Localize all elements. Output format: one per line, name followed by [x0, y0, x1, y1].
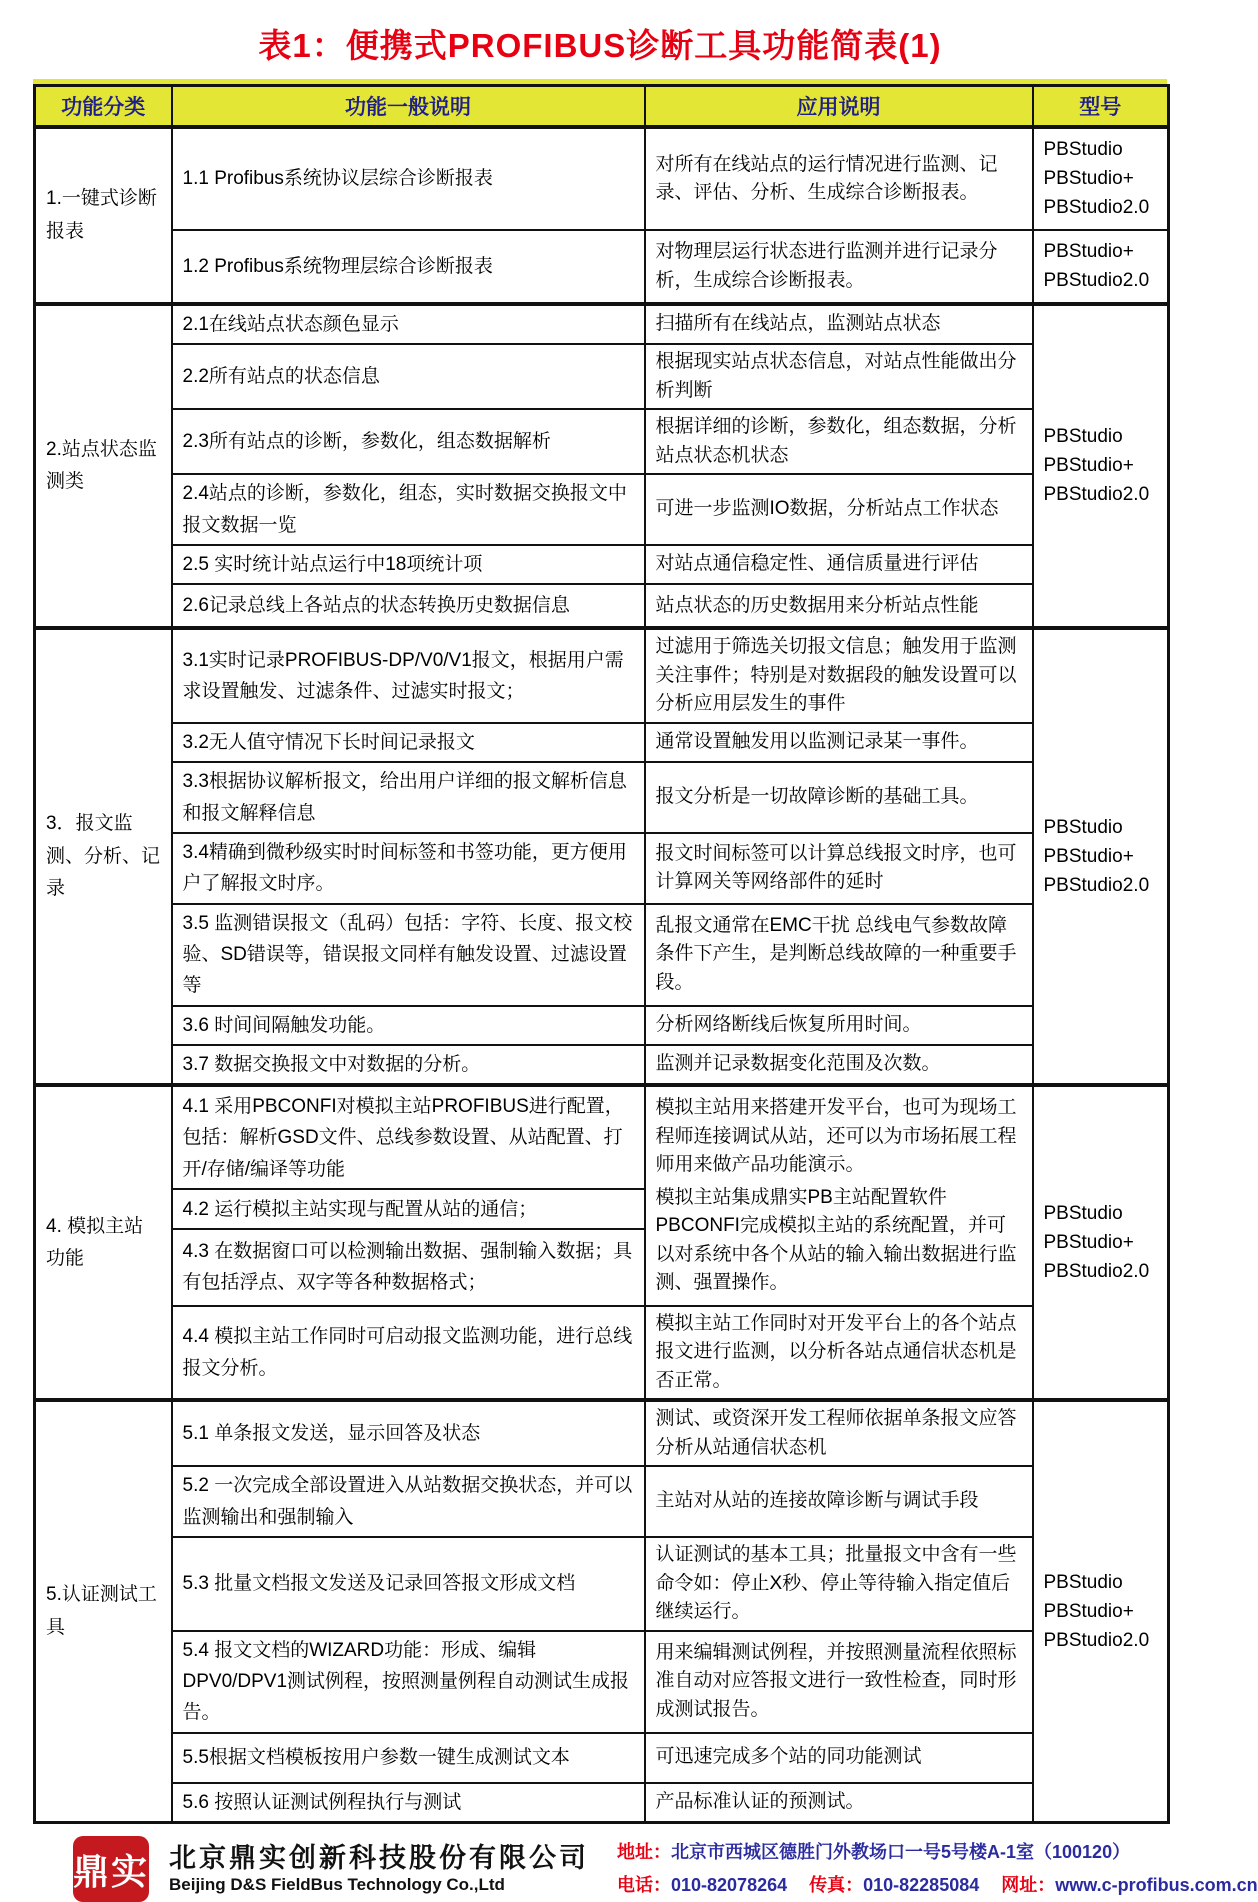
header-model: 型号 [1033, 86, 1169, 128]
phone-value: 010-82078264 [671, 1875, 788, 1896]
table-row [35, 762, 1169, 833]
company-names [169, 1842, 589, 1896]
application-cell: 站点状态的历史数据用来分析站点性能 [645, 584, 1033, 628]
category-cell: 5.认证测试工具 [35, 1400, 172, 1822]
table-row [35, 1466, 1169, 1537]
table-row [35, 1006, 1169, 1045]
spec-table-wrapper [33, 79, 1167, 1824]
model-name: PBStudio [1043, 816, 1123, 838]
contact-info [617, 1836, 1258, 1902]
feature-cell: 2.6记录总线上各站点的状态转换历史数据信息 [172, 584, 645, 628]
model-name: PBStudio2.0 [1043, 484, 1150, 506]
model-name: PBStudio2.0 [1043, 197, 1150, 218]
table-row [35, 1537, 1169, 1631]
application-cell: 报文时间标签可以计算总线报文时序，也可计算网关等网络部件的延时 [645, 833, 1033, 904]
website-value: www.c-profibus.com.cn [1055, 1875, 1258, 1896]
table-row [35, 904, 1169, 1006]
table-row [35, 545, 1169, 584]
header-application: 应用说明 [645, 86, 1033, 128]
model-cell [1033, 127, 1169, 230]
application-paragraph: 模拟主站用来搭建开发平台，也可为现场工程师连接调试从站，还可以为市场拓展工程师用来做产品功能演示。 [655, 1097, 1017, 1176]
feature-cell: 3.4精确到微秒级实时时间标签和书签功能，更方便用户了解报文时序。 [172, 833, 645, 904]
table-row [35, 344, 1169, 409]
model-name: PBStudio2.0 [1043, 270, 1150, 291]
feature-cell: 5.5根据文档模板按用户参数一键生成测试文本 [172, 1733, 645, 1783]
company-name-en: Beijing D&S FieldBus Technology Co.,Ltd [169, 1875, 505, 1895]
application-cell: 根据现实站点状态信息，对站点性能做出分析判断 [645, 344, 1033, 409]
application-cell: 模拟主站工作同时对开发平台上的各个站点报文进行监测，以分析各站点通信状态机是否正常。 [645, 1306, 1033, 1401]
application-cell: 乱报文通常在EMC干扰 总线电气参数故障条件下产生，是判断总线故障的一种重要手段。 [645, 904, 1033, 1006]
model-name: PBStudio+ [1043, 845, 1134, 867]
table-header-row [35, 86, 1169, 128]
application-cell: 报文分析是一切故障诊断的基础工具。 [645, 762, 1033, 833]
application-paragraph: 模拟主站集成鼎实PB主站配置软件PBCONFI完成模拟主站的系统配置，并可以对系统中各个从站的输入输出数据进行监测、强置操作。 [655, 1186, 1017, 1294]
application-cell: 监测并记录数据变化范围及次数。 [645, 1045, 1033, 1085]
fax-label: 传真： [809, 1875, 864, 1896]
table-row [35, 127, 1169, 230]
contact-address-line [617, 1836, 1258, 1869]
model-cell [1033, 230, 1169, 304]
feature-cell: 2.5 实时统计站点运行中18项统计项 [172, 545, 645, 584]
model-cell [1033, 1400, 1169, 1822]
feature-cell: 1.2 Profibus系统物理层综合诊断报表 [172, 230, 645, 304]
feature-cell: 2.1在线站点状态颜色显示 [172, 304, 645, 344]
feature-cell: 2.3所有站点的诊断，参数化，组态数据解析 [172, 409, 645, 474]
category-cell: 3．报文监测、分析、记录 [35, 628, 172, 1085]
application-cell: 对所有在线站点的运行情况进行监测、记录、评估、分析、生成综合诊断报表。 [645, 127, 1033, 230]
phone-label: 电话： [617, 1875, 671, 1896]
application-cell: 对物理层运行状态进行监测并进行记录分析，生成综合诊断报表。 [645, 230, 1033, 304]
feature-cell: 5.3 批量文档报文发送及记录回答报文形成文档 [172, 1537, 645, 1631]
feature-cell: 5.2 一次完成全部设置进入从站数据交换状态，并可以监测输出和强制输入 [172, 1466, 645, 1537]
feature-cell: 4.4 模拟主站工作同时可启动报文监测功能，进行总线报文分析。 [172, 1306, 645, 1401]
table-row [35, 584, 1169, 628]
feature-cell: 5.6 按照认证测试例程执行与测试 [172, 1783, 645, 1823]
feature-cell: 3.6 时间间隔触发功能。 [172, 1006, 645, 1045]
fax-value: 010-82285084 [863, 1875, 980, 1896]
feature-cell: 3.2无人值守情况下长时间记录报文 [172, 723, 645, 762]
feature-cell: 5.4 报文文档的WIZARD功能：形成、编辑DPV0/DPV1测试例程，按照测量例程自动测试生成报告。 [172, 1631, 645, 1733]
model-name: PBStudio2.0 [1043, 874, 1150, 896]
feature-cell: 4.1 采用PBCONFI对模拟主站PROFIBUS进行配置，包括：解析GSD文件、总线参数设置、从站配置、打开/存储/编译等功能 [172, 1085, 645, 1189]
footer [33, 1836, 1258, 1902]
page-title: 表1：便携式PROFIBUS诊断工具功能简表(1) [258, 27, 942, 64]
model-name: PBStudio [1043, 426, 1123, 448]
application-cell: 主站对从站的连接故障诊断与调试手段 [645, 1466, 1033, 1537]
model-name: PBStudio+ [1043, 1231, 1134, 1253]
application-cell: 根据详细的诊断，参数化，组态数据，分析站点状态机状态 [645, 409, 1033, 474]
model-name: PBStudio+ [1043, 241, 1134, 262]
table-body [35, 127, 1169, 1822]
category-cell: 2.站点状态监测类 [35, 304, 172, 628]
table-row [35, 628, 1169, 723]
application-cell: 可迅速完成多个站的同功能测试 [645, 1733, 1033, 1783]
table-row [35, 230, 1169, 304]
application-cell: 通常设置触发用以监测记录某一事件。 [645, 723, 1033, 762]
table-row [35, 304, 1169, 344]
application-cell-merged [645, 1085, 1033, 1306]
application-cell: 扫描所有在线站点，监测站点状态 [645, 304, 1033, 344]
feature-cell: 4.3 在数据窗口可以检测输出数据、强制输入数据；具有包括浮点、双字等各种数据格式； [172, 1229, 645, 1306]
feature-cell: 2.4站点的诊断，参数化，组态，实时数据交换报文中报文数据一览 [172, 474, 645, 545]
category-cell: 1.一键式诊断报表 [35, 127, 172, 304]
model-name: PBStudio+ [1043, 455, 1134, 477]
feature-cell: 4.2 运行模拟主站实现与配置从站的通信； [172, 1189, 645, 1229]
web-label: 网址： [1001, 1875, 1056, 1896]
table-row [35, 474, 1169, 545]
model-name: PBStudio2.0 [1043, 1260, 1150, 1282]
header-feature: 功能一般说明 [172, 86, 645, 128]
application-cell: 分析网络断线后恢复所用时间。 [645, 1006, 1033, 1045]
application-cell: 过滤用于筛选关切报文信息；触发用于监测关注事件；特别是对数据段的触发设置可以分析应用层发生的事件 [645, 628, 1033, 723]
model-cell [1033, 1085, 1169, 1400]
table-row [35, 1306, 1169, 1401]
model-name: PBStudio2.0 [1043, 1629, 1150, 1651]
model-name: PBStudio+ [1043, 168, 1134, 189]
feature-cell: 3.3根据协议解析报文，给出用户详细的报文解析信息和报文解释信息 [172, 762, 645, 833]
table-row [35, 833, 1169, 904]
table-row [35, 1733, 1169, 1783]
application-cell: 可进一步监测IO数据，分析站点工作状态 [645, 474, 1033, 545]
table-row [35, 1400, 1169, 1466]
table-row [35, 1085, 1169, 1189]
table-row [35, 409, 1169, 474]
table-row [35, 1045, 1169, 1085]
model-name: PBStudio [1043, 1571, 1123, 1593]
model-name: PBStudio [1043, 1202, 1123, 1224]
table-row [35, 1631, 1169, 1733]
feature-cell: 2.2所有站点的状态信息 [172, 344, 645, 409]
spec-table [33, 84, 1170, 1824]
feature-cell: 3.7 数据交换报文中对数据的分析。 [172, 1045, 645, 1085]
application-cell: 用来编辑测试例程，并按照测量流程依照标准自动对应答报文进行一致性检查，同时形成测试报告。 [645, 1631, 1033, 1733]
application-cell: 认证测试的基本工具；批量报文中含有一些命令如：停止X秒、停止等待输入指定值后继续运行。 [645, 1537, 1033, 1631]
table-row [35, 1783, 1169, 1823]
contact-phone-line [617, 1869, 1258, 1902]
model-name: PBStudio [1043, 139, 1123, 160]
model-cell [1033, 304, 1169, 628]
application-cell: 对站点通信稳定性、通信质量进行评估 [645, 545, 1033, 584]
model-name: PBStudio+ [1043, 1600, 1134, 1622]
company-name-cn: 北京鼎实创新科技股份有限公司 [169, 1842, 589, 1873]
application-cell: 测试、或资深开发工程师依据单条报文应答分析从站通信状态机 [645, 1400, 1033, 1466]
feature-cell: 3.1实时记录PROFIBUS-DP/V0/V1报文，根据用户需求设置触发、过滤条件、过滤实时报文； [172, 628, 645, 723]
table-row [35, 723, 1169, 762]
address-value: 北京市西城区德胜门外教场口一号5号楼A-1室（100120） [671, 1841, 1131, 1862]
feature-cell: 3.5 监测错误报文（乱码）包括：字符、长度、报文校验、SD错误等，错误报文同样有触发设置、过滤设置等 [172, 904, 645, 1006]
header-category: 功能分类 [35, 86, 172, 128]
category-cell: 4. 模拟主站功能 [35, 1085, 172, 1400]
company-seal-logo: 鼎实 [73, 1836, 149, 1902]
feature-cell: 5.1 单条报文发送，显示回答及状态 [172, 1400, 645, 1466]
feature-cell: 1.1 Profibus系统协议层综合诊断报表 [172, 127, 645, 230]
address-label: 地址： [617, 1841, 671, 1862]
application-cell: 产品标准认证的预测试。 [645, 1783, 1033, 1823]
model-cell [1033, 628, 1169, 1085]
